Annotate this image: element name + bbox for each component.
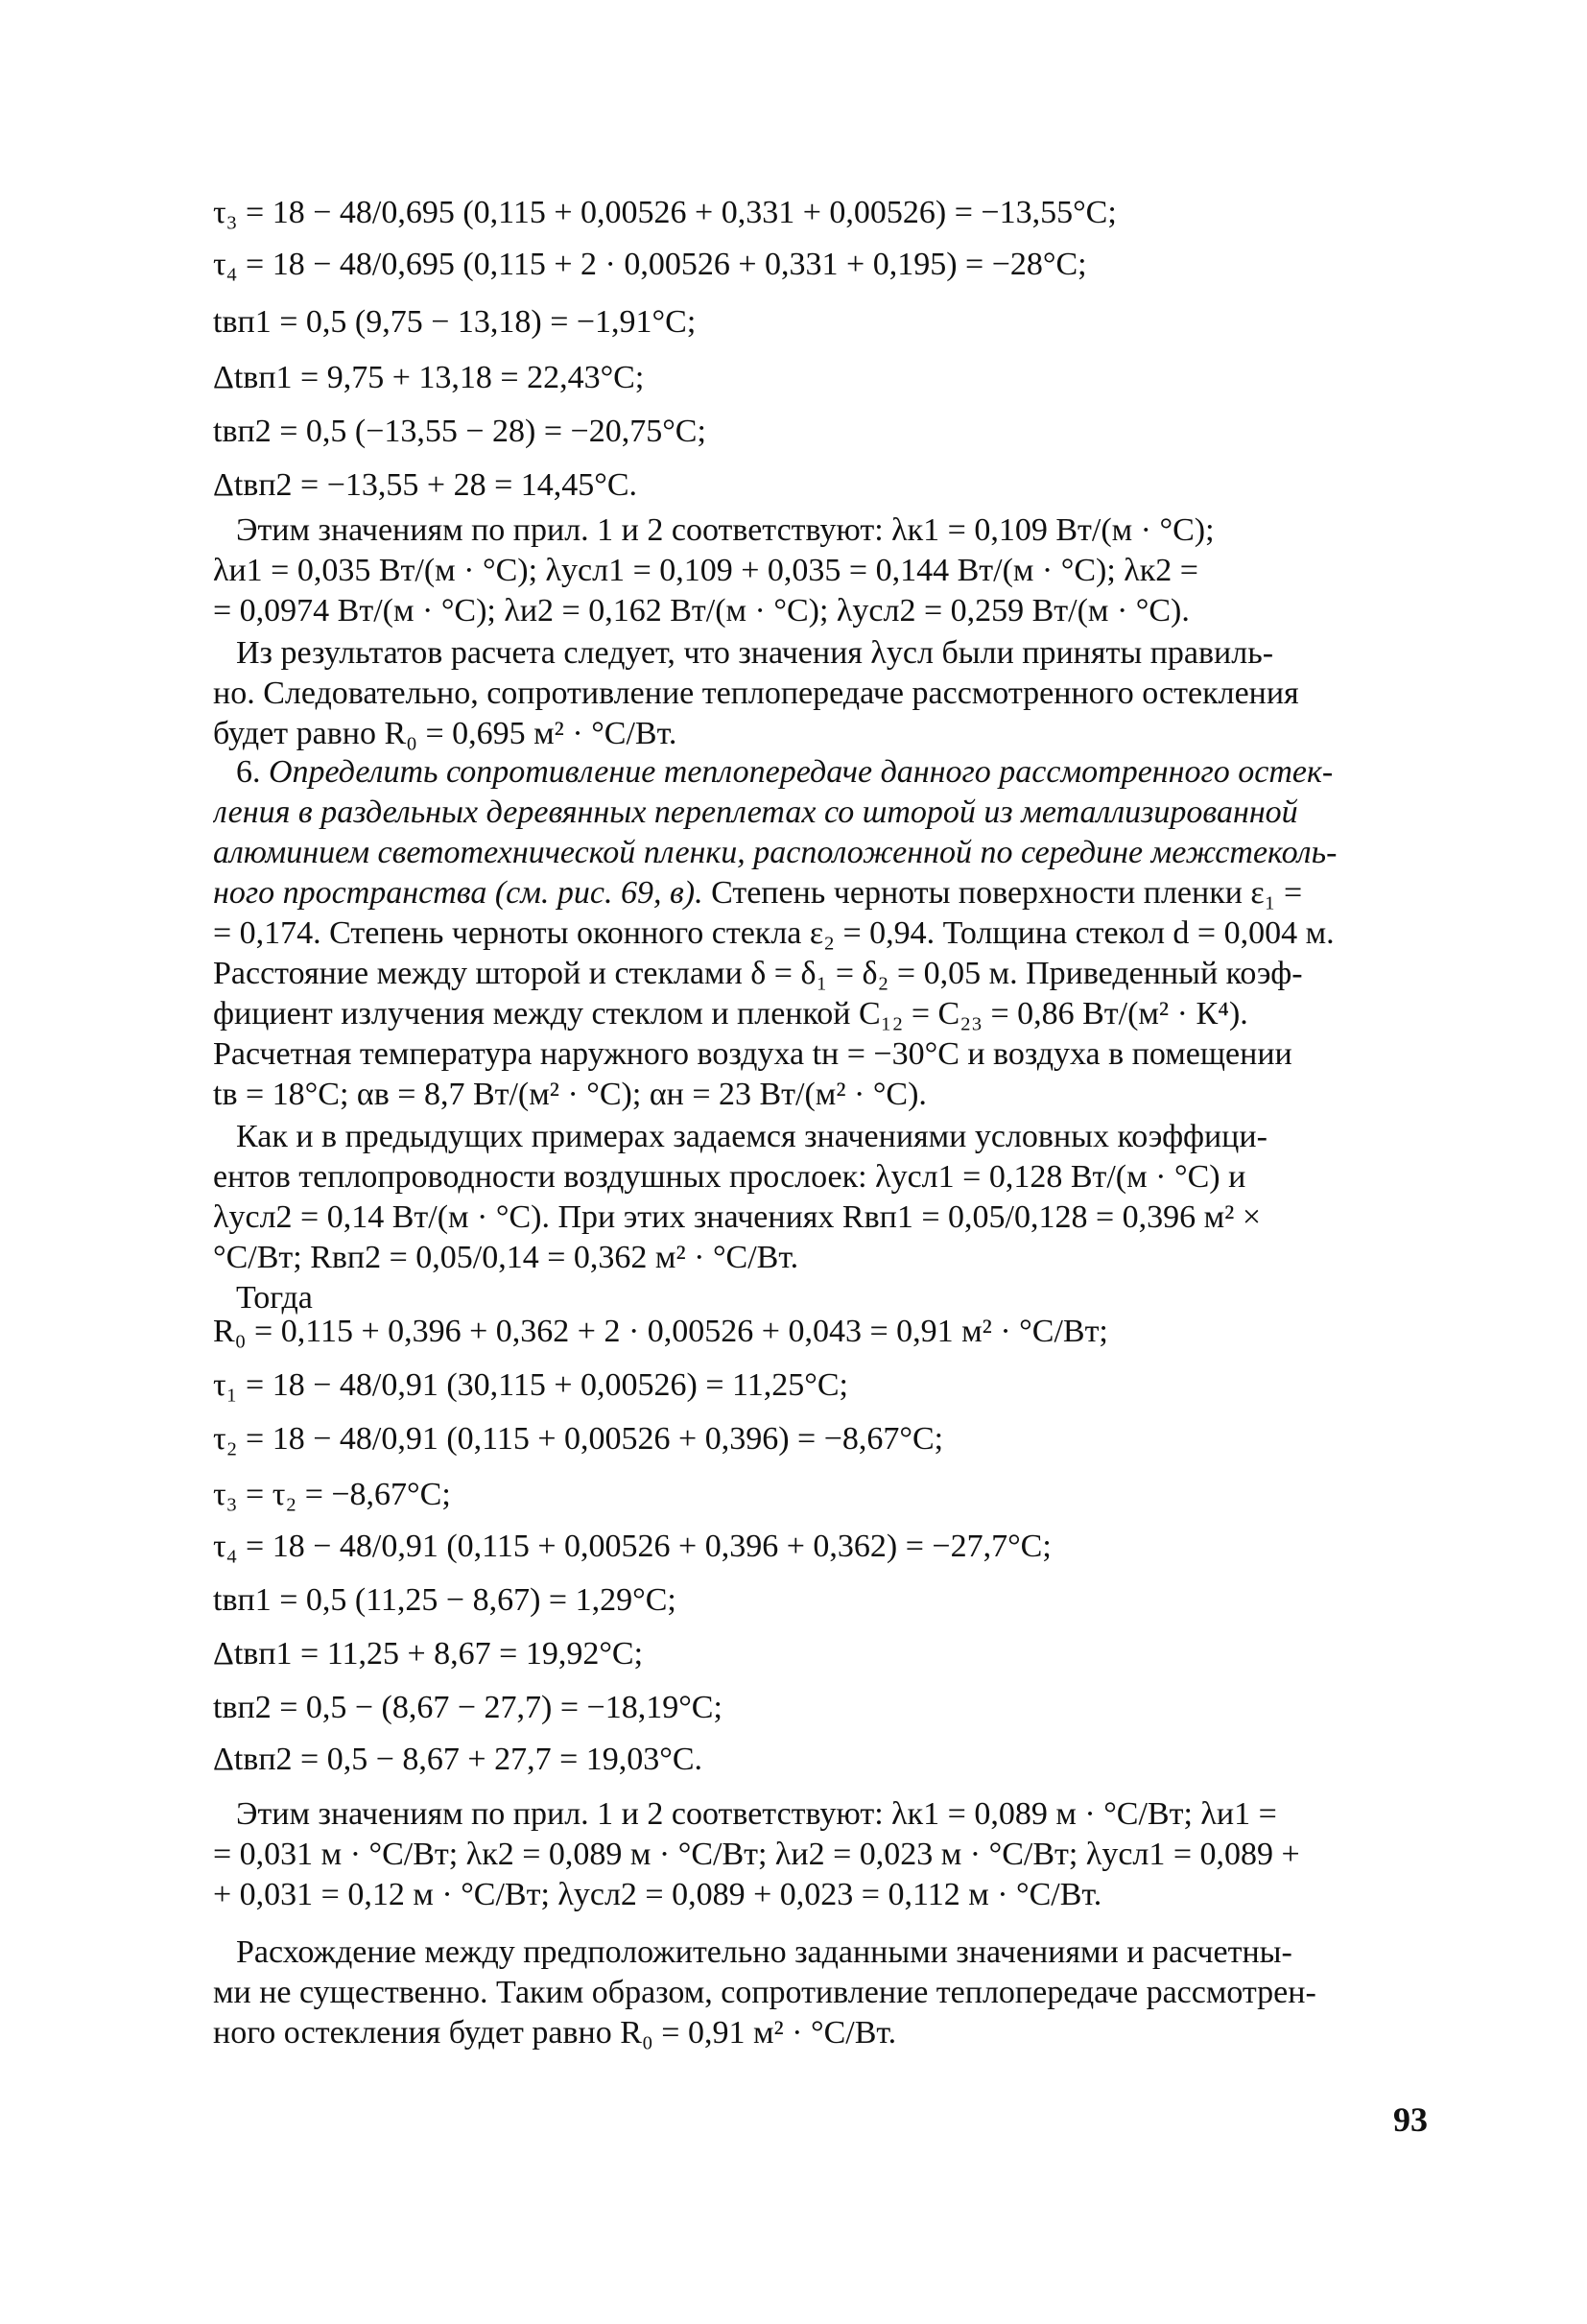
text-line: ного остекления будет равно R₀ = 0,91 м² · °С/Вт. [213, 2015, 897, 2051]
equation-tau4: τ₄ = 18 − 48/0,695 (0,115 + 2 · 0,00526 + 0,331 + 0,195) = −28°C; [213, 247, 1087, 282]
equation-r0: R₀ = 0,115 + 0,396 + 0,362 + 2 · 0,00526 + 0,043 = 0,91 м² · °С/Вт; [213, 1314, 1108, 1349]
text-line: будет равно R₀ = 0,695 м² · °С/Вт. [213, 716, 677, 751]
equation-tvp1: tвп1 = 0,5 (11,25 − 8,67) = 1,29°C; [213, 1582, 676, 1618]
text-line: Этим значениям по прил. 1 и 2 соответствуют: λк1 = 0,109 Вт/(м · °С); [236, 512, 1215, 548]
task-condition: Степень черноты поверхности пленки ε₁ = [711, 875, 1303, 911]
text-line: Расстояние между шторой и стеклами δ = δ₁ = δ₂ = 0,05 м. Приведенный коэф- [213, 956, 1303, 991]
text-line: tв = 18°С; αв = 8,7 Вт/(м² · °С); αн = 23 Вт/(м² · °С). [213, 1077, 927, 1112]
paragraph-conductivity-2 [213, 1794, 1420, 1915]
task-statement: ления в раздельных деревянных переплетах со шторой из металлизированной [213, 794, 1298, 830]
equation-dtvp2: Δtвп2 = 0,5 − 8,67 + 27,7 = 19,03°C. [213, 1742, 703, 1777]
text-line: λи1 = 0,035 Вт/(м · °С); λусл1 = 0,109 + 0,035 = 0,144 Вт/(м · °С); λк2 = [213, 553, 1198, 588]
equation-tau2: τ₂ = 18 − 48/0,91 (0,115 + 0,00526 + 0,396) = −8,67°C; [213, 1421, 944, 1457]
text-line: Расхождение между предположительно заданными значениями и расчетны- [236, 1934, 1292, 1970]
equation-dtvp2: Δtвп2 = −13,55 + 28 = 14,45°C. [213, 467, 638, 503]
page-number: 93 [1393, 2100, 1428, 2139]
text-line: ми не существенно. Таким образом, сопротивление теплопередаче рассмотрен- [213, 1975, 1316, 2010]
text-line: ентов теплопроводности воздушных прослоек: λусл1 = 0,128 Вт/(м · °С) и [213, 1159, 1246, 1195]
text-line: но. Следовательно, сопротивление теплопередаче рассмотренного остекления [213, 676, 1299, 711]
paragraph-conductivity-1 [213, 510, 1420, 631]
equation-tau4: τ₄ = 18 − 48/0,91 (0,115 + 0,00526 + 0,396 + 0,362) = −27,7°C; [213, 1529, 1052, 1564]
equation-tau3: τ₃ = τ₂ = −8,67°C; [213, 1477, 451, 1512]
paragraph-conclusion-1 [213, 633, 1420, 754]
text-line: Из результатов расчета следует, что значения λусл были приняты правиль- [236, 635, 1274, 671]
task-statement: Определить сопротивление теплопередаче данного рассмотренного остек- [269, 754, 1334, 790]
text-line: Расчетная температура наружного воздуха tн = −30°С и воздуха в помещении [213, 1036, 1292, 1072]
equation-dtvp1: Δtвп1 = 11,25 + 8,67 = 19,92°C; [213, 1636, 644, 1672]
paragraph-assumed-values [213, 1117, 1420, 1318]
text-line: Как и в предыдущих примерах задаемся значениями условных коэффици- [236, 1119, 1267, 1154]
task-number: 6. [236, 754, 261, 790]
text-line: + 0,031 = 0,12 м · °С/Вт; λусл2 = 0,089 + 0,023 = 0,112 м · °С/Вт. [213, 1877, 1102, 1912]
task-statement: алюминием светотехнической пленки, расположенной по середине межстеколь- [213, 835, 1338, 870]
equation-tau1: τ₁ = 18 − 48/0,91 (30,115 + 0,00526) = 11,25°C; [213, 1367, 849, 1403]
task-statement: ного пространства (см. рис. 69, в). [213, 875, 703, 911]
text-line: Этим значениям по прил. 1 и 2 соответствуют: λк1 = 0,089 м · °С/Вт; λи1 = [236, 1796, 1277, 1832]
text-line [213, 752, 1420, 793]
text-line: фициент излучения между стеклом и пленкой C₁₂ = C₂₃ = 0,86 Вт/(м² · К⁴). [213, 996, 1248, 1032]
text-line: λусл2 = 0,14 Вт/(м · °С). При этих значениях Rвп1 = 0,05/0,128 = 0,396 м² × [213, 1199, 1262, 1235]
text-line: = 0,031 м · °С/Вт; λк2 = 0,089 м · °С/Вт; λи2 = 0,023 м · °С/Вт; λусл1 = 0,089 + [213, 1837, 1300, 1872]
paragraph-conclusion-2 [213, 1933, 1420, 2053]
text-line: = 0,0974 Вт/(м · °С); λи2 = 0,162 Вт/(м · °С); λусл2 = 0,259 Вт/(м · °С). [213, 593, 1190, 628]
text-line: = 0,174. Степень черноты оконного стекла ε₂ = 0,94. Толщина стекол d = 0,004 м. [213, 915, 1335, 951]
text-line [213, 873, 1420, 913]
equation-tvp1: tвп1 = 0,5 (9,75 − 13,18) = −1,91°C; [213, 304, 697, 340]
then-word: Тогда [236, 1280, 313, 1316]
text-line: °С/Вт; Rвп2 = 0,05/0,14 = 0,362 м² · °С/Вт. [213, 1240, 799, 1275]
equation-tvp2: tвп2 = 0,5 − (8,67 − 27,7) = −18,19°C; [213, 1690, 722, 1725]
equation-tau3: τ₃ = 18 − 48/0,695 (0,115 + 0,00526 + 0,331 + 0,00526) = −13,55°C; [213, 195, 1117, 230]
equation-dtvp1: Δtвп1 = 9,75 + 13,18 = 22,43°C; [213, 360, 645, 395]
equation-tvp2: tвп2 = 0,5 (−13,55 − 28) = −20,75°C; [213, 414, 706, 449]
paragraph-task-6 [213, 752, 1420, 1115]
